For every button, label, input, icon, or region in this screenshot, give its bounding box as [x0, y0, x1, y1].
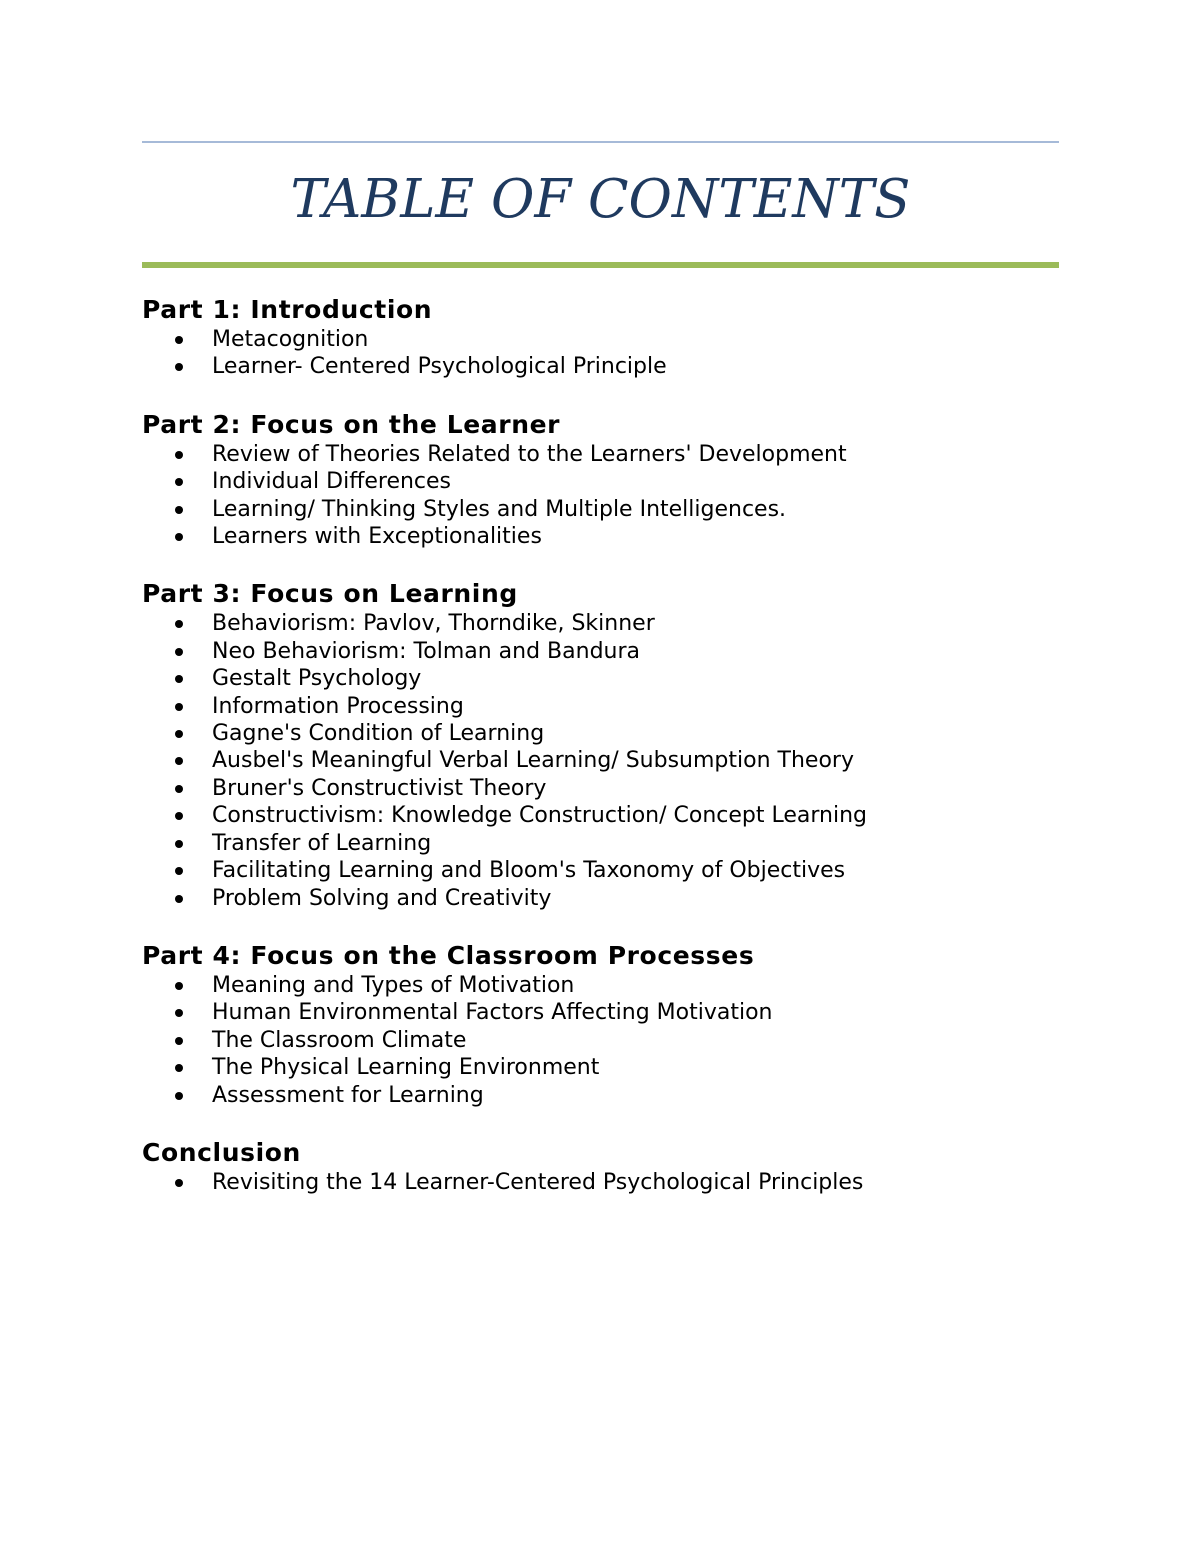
- list-item: [142, 638, 1059, 665]
- section-heading: Part 1: Introduction: [142, 295, 433, 324]
- list-item-text: Constructivism: Knowledge Construction/ Concept Learning: [212, 803, 868, 829]
- section-item-list: [142, 1169, 1059, 1196]
- bullet-icon: [175, 506, 183, 514]
- list-item-text: Meaning and Types of Motivation: [212, 972, 575, 998]
- list-item: [142, 523, 1059, 550]
- list-item: [142, 857, 1059, 884]
- list-item-text: Transfer of Learning: [212, 830, 432, 856]
- page-title: TABLE OF CONTENTS: [290, 169, 911, 230]
- list-item-text: Learner- Centered Psychological Principle: [212, 354, 667, 380]
- title-bottom-rule: [142, 262, 1059, 268]
- bullet-icon: [175, 648, 183, 656]
- list-item-text: Metacognition: [212, 327, 369, 352]
- list-item: [142, 693, 1059, 720]
- section-heading: Part 3: Focus on Learning: [142, 579, 518, 609]
- list-item: [142, 972, 1059, 999]
- list-item-text: Review of Theories Related to the Learners' Development: [212, 441, 847, 467]
- list-item-text: Ausbel's Meaningful Verbal Learning/ Subsumption Theory: [212, 748, 854, 774]
- bullet-icon: [175, 1092, 183, 1100]
- section-item-list: [142, 972, 1059, 1109]
- section-heading: Part 4: Focus on the Classroom Processes: [142, 940, 755, 970]
- toc-section-part-1: [142, 294, 1059, 381]
- list-item-text: Learners with Exceptionalities: [212, 524, 542, 550]
- list-item-text: Learning/ Thinking Styles and Multiple Intelligences.: [212, 496, 787, 522]
- table-of-contents: [142, 294, 1059, 1224]
- list-item: [142, 1082, 1059, 1109]
- list-item: [142, 999, 1059, 1026]
- list-item: [142, 1054, 1059, 1081]
- list-item-text: Facilitating Learning and Bloom's Taxonomy of Objectives: [212, 858, 846, 884]
- list-item-text: Information Processing: [212, 693, 464, 719]
- list-item: [142, 353, 1059, 380]
- list-item: [142, 775, 1059, 802]
- list-item-text: Revisiting the 14 Learner-Centered Psychological Principles: [212, 1169, 864, 1195]
- list-item-text: Problem Solving and Creativity: [212, 885, 552, 911]
- bullet-icon: [175, 478, 183, 486]
- bullet-icon: [175, 812, 183, 820]
- bullet-icon: [175, 451, 183, 459]
- bullet-icon: [175, 1179, 183, 1187]
- bullet-icon: [175, 867, 183, 875]
- bullet-icon: [175, 533, 183, 541]
- list-item-text: Human Environmental Factors Affecting Motivation: [212, 1000, 773, 1026]
- bullet-icon: [175, 620, 183, 628]
- list-item-text: Bruner's Constructivist Theory: [212, 775, 547, 801]
- list-item: [142, 496, 1059, 523]
- bullet-icon: [175, 785, 183, 793]
- bullet-icon: [175, 675, 183, 683]
- section-heading: Part 2: Focus on the Learner: [142, 409, 561, 439]
- bullet-icon: [175, 1009, 183, 1017]
- list-item: [142, 747, 1059, 774]
- list-item-text: Gagne's Condition of Learning: [212, 721, 545, 747]
- list-item: [142, 610, 1059, 637]
- section-item-list: [142, 326, 1059, 381]
- bullet-icon: [175, 840, 183, 848]
- section-item-list: [142, 610, 1059, 911]
- bullet-icon: [175, 1037, 183, 1045]
- list-item-text: The Classroom Climate: [212, 1027, 467, 1053]
- bullet-icon: [175, 757, 183, 765]
- list-item: [142, 326, 1059, 353]
- bullet-icon: [175, 363, 183, 371]
- list-item-text: Neo Behaviorism: Tolman and Bandura: [212, 638, 641, 664]
- list-item-text: Assessment for Learning: [212, 1082, 484, 1108]
- toc-section-part-2: [142, 409, 1059, 551]
- list-item-text: Individual Differences: [212, 469, 452, 495]
- list-item: [142, 665, 1059, 692]
- list-item-text: Behaviorism: Pavlov, Thorndike, Skinner: [212, 611, 655, 637]
- list-item: [142, 802, 1059, 829]
- list-item: [142, 1169, 1059, 1196]
- toc-section-part-3: [142, 578, 1059, 911]
- title-top-rule: [142, 141, 1059, 143]
- list-item: [142, 885, 1059, 912]
- list-item: [142, 1027, 1059, 1054]
- list-item: [142, 468, 1059, 495]
- list-item: [142, 441, 1059, 468]
- bullet-icon: [175, 982, 183, 990]
- list-item-text: Gestalt Psychology: [212, 666, 422, 692]
- toc-section-part-4: [142, 940, 1059, 1109]
- bullet-icon: [175, 730, 183, 738]
- bullet-icon: [175, 703, 183, 711]
- section-heading: Conclusion: [142, 1137, 301, 1167]
- section-item-list: [142, 441, 1059, 551]
- bullet-icon: [175, 336, 183, 344]
- list-item: [142, 830, 1059, 857]
- bullet-icon: [175, 895, 183, 903]
- list-item-text: The Physical Learning Environment: [212, 1055, 600, 1081]
- list-item: [142, 720, 1059, 747]
- toc-section-conclusion: [142, 1137, 1059, 1196]
- bullet-icon: [175, 1064, 183, 1072]
